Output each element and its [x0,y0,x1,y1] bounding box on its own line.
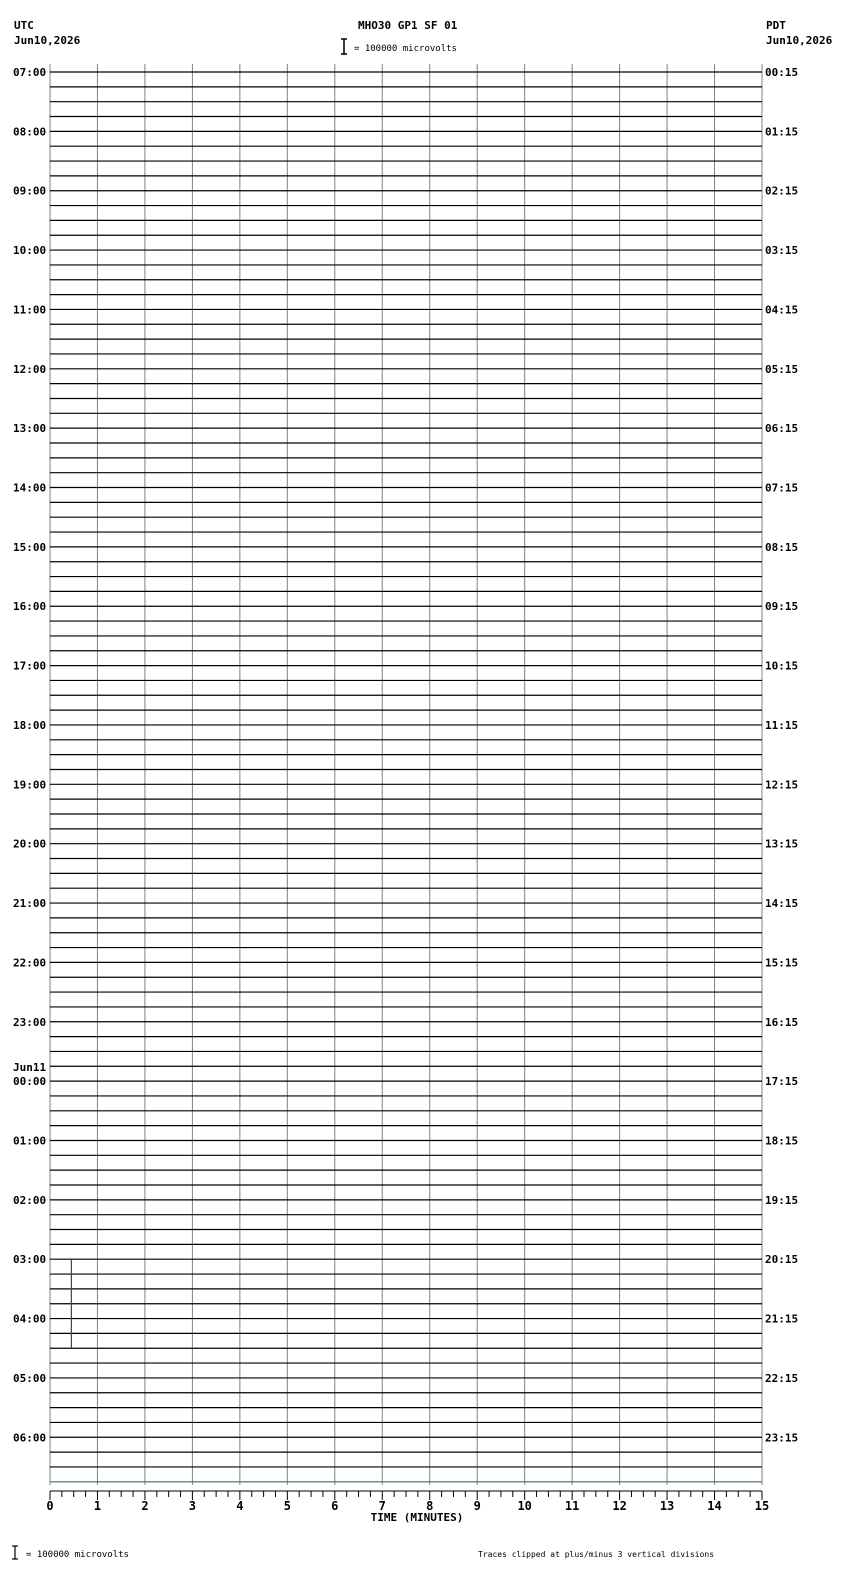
pdt-date-label: Jun10,2026 [766,34,833,47]
utc-hour-label: 04:00 [13,1312,47,1326]
pdt-zone-label: PDT [766,19,786,32]
utc-hour-label: 22:00 [13,956,47,970]
x-tick-label: 8 [426,1499,434,1513]
pdt-hour-label: 19:15 [765,1193,799,1207]
pdt-hour-label: 08:15 [765,540,799,554]
pdt-hour-label: 13:15 [765,837,799,851]
pdt-hour-label: 01:15 [765,125,799,139]
utc-hour-label: 16:00 [13,600,47,614]
utc-hour-label: 07:00 [13,66,47,79]
footer-scale-text: = 100000 microvolts [26,1550,129,1560]
utc-hour-label: 01:00 [13,1134,47,1148]
pdt-hour-label: 03:15 [765,244,799,258]
utc-hour-label: 13:00 [13,422,47,436]
pdt-hour-label: 02:15 [765,184,799,198]
utc-hour-label: 21:00 [13,897,47,911]
x-tick-label: 9 [473,1499,481,1513]
utc-hour-label: 12:00 [13,362,47,376]
utc-date-label: Jun10,2026 [14,34,81,47]
utc-hour-label: 19:00 [13,778,47,792]
pdt-hour-label: 18:15 [765,1134,799,1148]
pdt-hour-label: 11:15 [765,718,799,732]
pdt-hour-label: 05:15 [765,362,799,376]
utc-hour-label: 02:00 [13,1193,47,1207]
x-tick-label: 6 [331,1499,339,1513]
x-tick-label: 12 [612,1499,627,1513]
pdt-hour-label: 07:15 [765,481,799,495]
utc-hour-label: 15:00 [13,540,47,554]
x-tick-label: 3 [188,1499,197,1513]
utc-hour-label: 09:00 [13,184,47,198]
date-change-label: Jun11 [13,1061,47,1075]
x-tick-label: 4 [236,1499,244,1513]
pdt-hour-label: 16:15 [765,1015,799,1029]
utc-hour-label: 05:00 [13,1371,47,1385]
pdt-hour-label: 20:15 [765,1253,799,1267]
utc-hour-label: 06:00 [13,1431,47,1445]
x-tick-label: 0 [46,1499,54,1513]
utc-hour-label: 11:00 [13,303,47,317]
pdt-hour-label: 21:15 [765,1312,799,1326]
pdt-hour-label: 17:15 [765,1075,799,1089]
utc-hour-label: 17:00 [13,659,47,673]
utc-hour-label: 00:00 [13,1075,47,1089]
utc-hour-label: 08:00 [13,125,47,139]
pdt-hour-label: 09:15 [765,600,799,614]
pdt-hour-label: 04:15 [765,303,799,317]
x-tick-label: 13 [659,1499,675,1513]
x-tick-label: 5 [283,1499,291,1513]
utc-hour-label: 03:00 [13,1253,47,1267]
pdt-hour-label: 15:15 [765,956,799,970]
x-tick-label: 15 [754,1499,770,1513]
utc-hour-label: 14:00 [13,481,47,495]
pdt-hour-label: 23:15 [765,1431,799,1445]
x-axis-label: TIME (MINUTES) [370,1511,464,1524]
x-tick-label: 2 [141,1499,149,1513]
x-tick-label: 1 [93,1499,102,1513]
x-tick-label: 10 [517,1499,532,1513]
x-tick-label: 11 [564,1499,580,1513]
pdt-hour-label: 10:15 [765,659,799,673]
pdt-hour-label: 00:15 [765,66,799,79]
footer-scale-icon [12,1546,18,1559]
utc-zone-label: UTC [14,19,34,32]
x-tick-label: 7 [378,1499,386,1513]
utc-hour-label: 23:00 [13,1015,47,1029]
x-tick-label: 14 [707,1499,722,1513]
scale-text: = 100000 microvolts [354,44,457,54]
utc-hour-label: 20:00 [13,837,47,851]
pdt-hour-label: 14:15 [765,897,799,911]
utc-hour-label: 10:00 [13,244,47,258]
scale-bar-icon [341,39,347,54]
pdt-hour-label: 06:15 [765,422,799,436]
pdt-hour-label: 22:15 [765,1371,799,1385]
chart-title: MHO30 GP1 SF 01 [358,19,458,32]
clip-note: Traces clipped at plus/minus 3 vertical divisions [478,1550,715,1559]
utc-hour-label: 18:00 [13,718,47,732]
pdt-hour-label: 12:15 [765,778,799,792]
